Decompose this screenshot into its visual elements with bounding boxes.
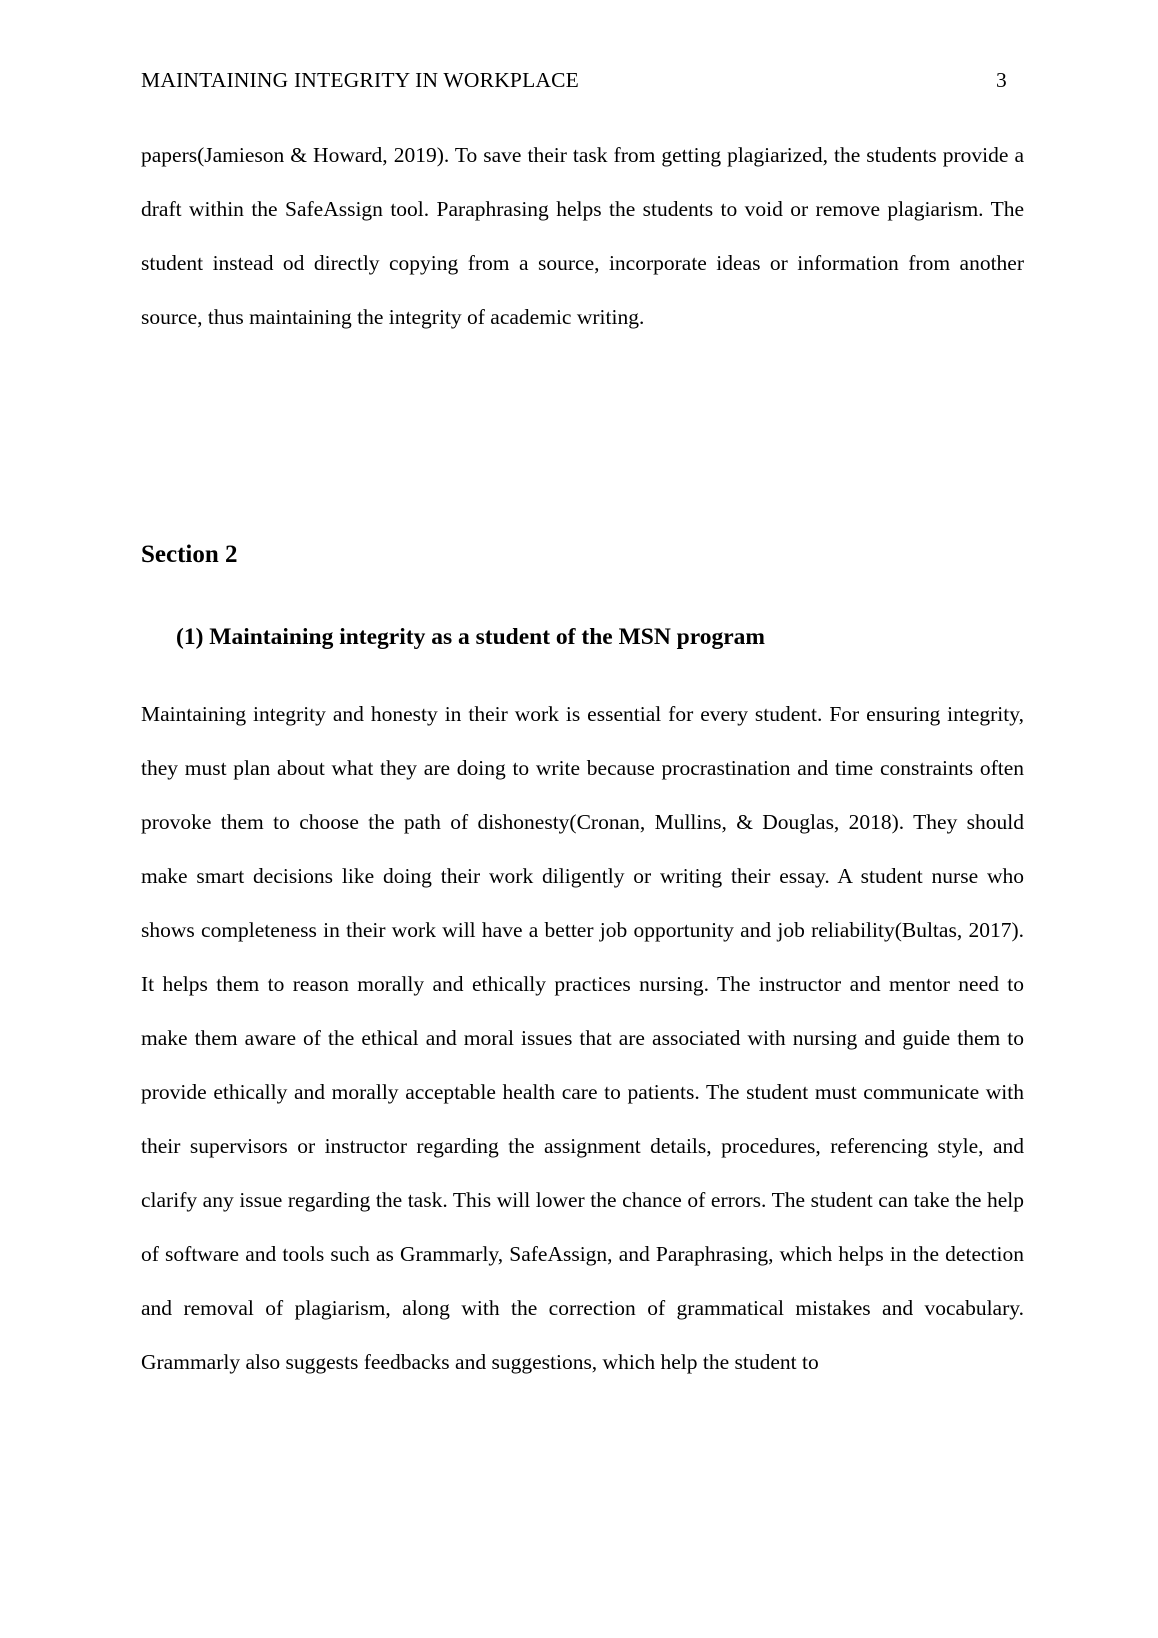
running-head: MAINTAINING INTEGRITY IN WORKPLACE — [141, 68, 580, 92]
page-number: 3 — [996, 68, 1007, 92]
subsection-heading: (1) Maintaining integrity as a student of the MSN program — [176, 624, 766, 650]
paragraph-continuation: papers(Jamieson & Howard, 2019). To save their task from getting plagiarized, the students provide a draft within the SafeAssign tool. Paraphrasing helps the students to void or remove plagiarism. The student instead od directly copying from a source, incorporate ideas or information from another source, thus maintaining the integrity of academic writing. — [141, 143, 1024, 329]
body-paragraph: Maintaining integrity and honesty in their work is essential for every student. For ensuring integrity, they must plan about what they are doing to write because procrastination and time constraints often provoke them to choose the path of dishonesty(Cronan, Mullins, & Douglas, 2018). They should make smart decisions like doing their work diligently or writing their essay. A student nurse who shows completeness in their work will have a better job opportunity and job reliability(Bultas, 2017). It helps them to reason morally and ethically practices nursing. The instructor and mentor need to make them aware of the ethical and moral issues that are associated with nursing and guide them to provide ethically and morally acceptable health care to patients. The student must communicate with their supervisors or instructor regarding the assignment details, procedures, referencing style, and clarify any issue regarding the task. This will lower the chance of errors. The student can take the help of software and tools such as Grammarly, SafeAssign, and Paraphrasing, which helps in the detection and removal of plagiarism, along with the correction of grammatical mistakes and vocabulary. Grammarly also suggests feedbacks and suggestions, which help the student to — [141, 702, 1024, 1374]
section-heading: Section 2 — [141, 541, 238, 568]
